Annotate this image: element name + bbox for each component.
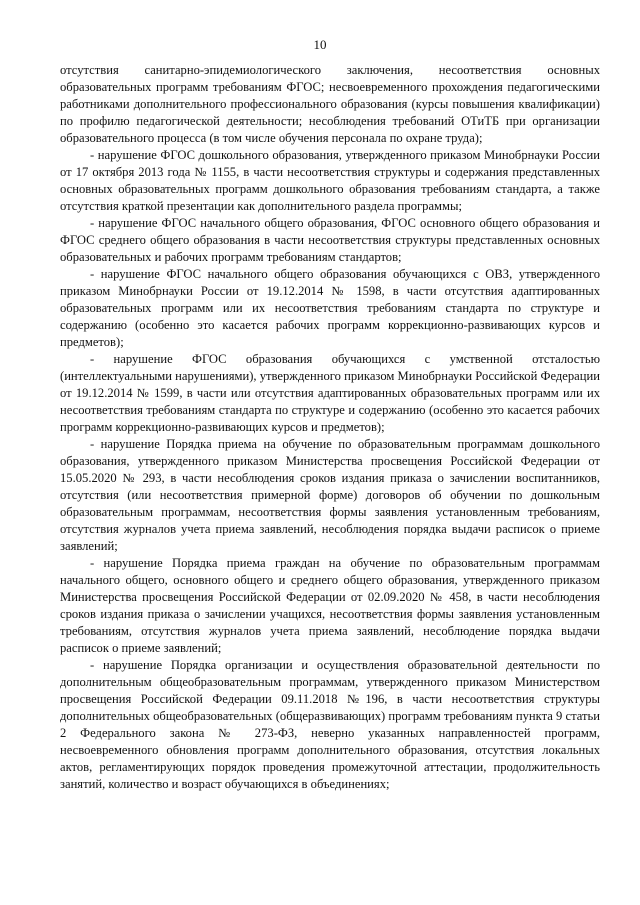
paragraph-admission-general: - нарушение Порядка приема граждан на обучение по образовательным программам начального общего, основного общего и среднего общего образования, утвержденного приказом Министерства просвещения Российской Федерации от 02.09.2020 № 458, в части несоблюдения сроков издания приказа о зачислении учащихся, несоответствия формы заявления установленным требованиям, отсутствия журналов учета приема заявлений, несоблюдение порядка выдачи расписок о приеме заявлений;: [60, 556, 600, 655]
paragraph-fgos-intellectual: - нарушение ФГОС образования обучающихся с умственной отсталостью (интеллектуальными нарушениями), утвержденного приказом Минобрнауки Российской Федерации от 19.12.2014 № 1599, в части или отсутствия адаптированных образовательных программ или их несоответствия требованиям стандарта по структуре и содержанию (особенно это касается рабочих программ коррекционно-развивающих курсов и предметов);: [60, 352, 600, 434]
paragraph-continuation: отсутствия санитарно-эпидемиологического заключения, несоответствия основных образовательных программ требованиям ФГОС; несвоевременного прохождения педагогическими работниками дополнительного профессионального образования (курсы повышения квалификации) по профилю педагогической деятельности; несоблюдения требований ОТиТБ при организации образовательного процесса (в том числе обучения персонала по охране труда);: [60, 63, 600, 145]
paragraph-admission-preschool: - нарушение Порядка приема на обучение по образовательным программам дошкольного образования, утвержденного приказом Министерства просвещения Российской Федерации от 15.05.2020 № 293, в части несоблюдения сроков издания приказа о зачислении воспитанников, отсутствия (или несоответствия примерной форме) договоров об обучении по дошкольным образовательным программам, несоответствия формы заявления установленным требованиям, отсутствия журналов учета приема заявлений, несоблюдения порядка выдачи расписок о приеме заявлений;: [60, 437, 600, 553]
paragraph-fgos-preschool: - нарушение ФГОС дошкольного образования, утвержденного приказом Минобрнауки России от 17 октября 2013 года № 1155, в части несоответствия структуры и содержания представленных основных образовательных программ дошкольного образования требованиям стандарта, а также отсутствия краткой презентации как дополнительного раздела программы;: [60, 148, 600, 213]
paragraph-fgos-general: - нарушение ФГОС начального общего образования, ФГОС основного общего образования и ФГОС среднего общего образования в части несоответствия структуры представленных основных образовательных и рабочих программ требованиям стандартов;: [60, 216, 600, 264]
document-body: [60, 62, 600, 793]
paragraph-additional-education: - нарушение Порядка организации и осуществления образовательной деятельности по дополнительным общеобразовательным программам, утвержденного приказом Министерством просвещения Российской Федерации 09.11.2018 №196, в части несоответствия структуры дополнительных общеобразовательных (общеразвивающих) программ требованиям пункта 9 статьи 2 Федерального закона № 273-ФЗ, неверно указанных направленностей программ, несвоевременного обновления программ дополнительного образования, отсутствия локальных актов, регламентирующих порядок проведения промежуточной аттестации, продолжительность занятий, количество и возраст обучающихся в объединениях;: [60, 658, 600, 791]
page-number: 10: [313, 37, 327, 52]
paragraph-fgos-ovz: - нарушение ФГОС начального общего образования обучающихся с ОВЗ, утвержденного приказом Минобрнауки России от 19.12.2014 № 1598, в части отсутствия адаптированных образовательных программ или их несоответствия требованиям стандарта по структуре и содержанию (особенно это касается рабочих программ коррекционно-развивающих курсов и предметов);: [60, 267, 600, 349]
